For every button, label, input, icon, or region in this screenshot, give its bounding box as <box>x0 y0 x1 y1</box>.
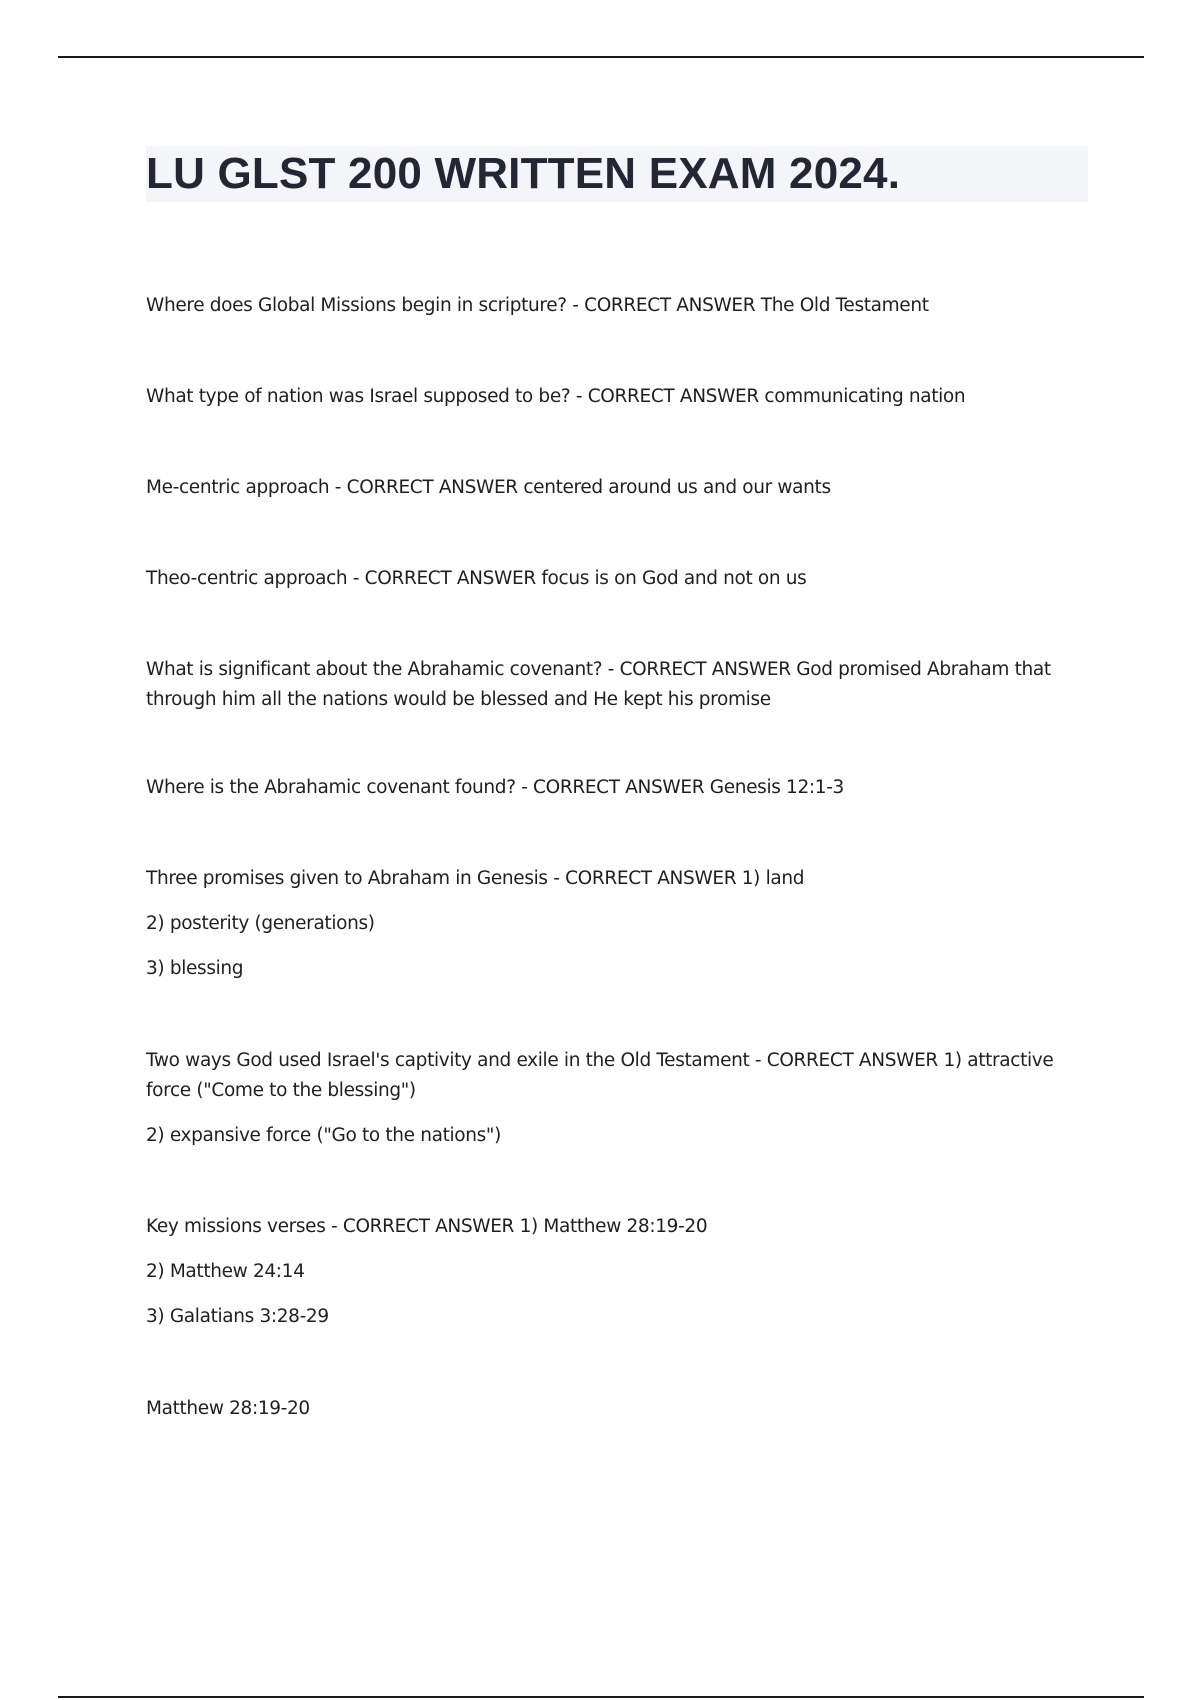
qa-entry-4 <box>146 564 1096 594</box>
qa-entry-10 <box>146 1394 1096 1424</box>
entry-line: What type of nation was Israel supposed to be? - CORRECT ANSWER communicating nation <box>146 386 966 407</box>
qa-entry-8 <box>146 1046 1096 1151</box>
entry-line: 3) Galatians 3:28-29 <box>146 1306 329 1327</box>
entry-line: Where does Global Missions begin in scripture? - CORRECT ANSWER The Old Testament <box>146 295 929 316</box>
entry-line: Three promises given to Abraham in Genesis - CORRECT ANSWER 1) land <box>146 868 805 889</box>
bottom-rule <box>58 1696 1144 1698</box>
entry-line: 2) Matthew 24:14 <box>146 1261 305 1282</box>
qa-entry-5 <box>146 655 1096 715</box>
entry-line: Me-centric approach - CORRECT ANSWER centered around us and our wants <box>146 477 831 498</box>
qa-entry-6 <box>146 773 1096 803</box>
entry-line: Two ways God used Israel's captivity and exile in the Old Testament - CORRECT ANSWER 1) attractive force ("Come to the blessing") <box>146 1050 1054 1101</box>
entry-line: Key missions verses - CORRECT ANSWER 1) Matthew 28:19-20 <box>146 1216 708 1237</box>
qa-entry-9 <box>146 1212 1096 1332</box>
qa-entry-2 <box>146 382 1096 412</box>
qa-entry-1 <box>146 291 1096 321</box>
entry-line: 3) blessing <box>146 958 244 979</box>
entry-line: Theo-centric approach - CORRECT ANSWER focus is on God and not on us <box>146 568 807 589</box>
qa-entry-7 <box>146 864 1096 984</box>
entry-line: Where is the Abrahamic covenant found? - CORRECT ANSWER Genesis 12:1-3 <box>146 777 844 798</box>
qa-entry-3 <box>146 473 1096 503</box>
entry-line: 2) expansive force ("Go to the nations") <box>146 1125 501 1146</box>
entry-line: What is significant about the Abrahamic covenant? - CORRECT ANSWER God promised Abraham that through him all the nations would be blessed and He kept his promise <box>146 659 1051 710</box>
entry-line: Matthew 28:19-20 <box>146 1398 310 1419</box>
top-rule <box>58 56 1144 58</box>
document-title: LU GLST 200 WRITTEN EXAM 2024. <box>146 149 901 198</box>
entry-line: 2) posterity (generations) <box>146 913 375 934</box>
